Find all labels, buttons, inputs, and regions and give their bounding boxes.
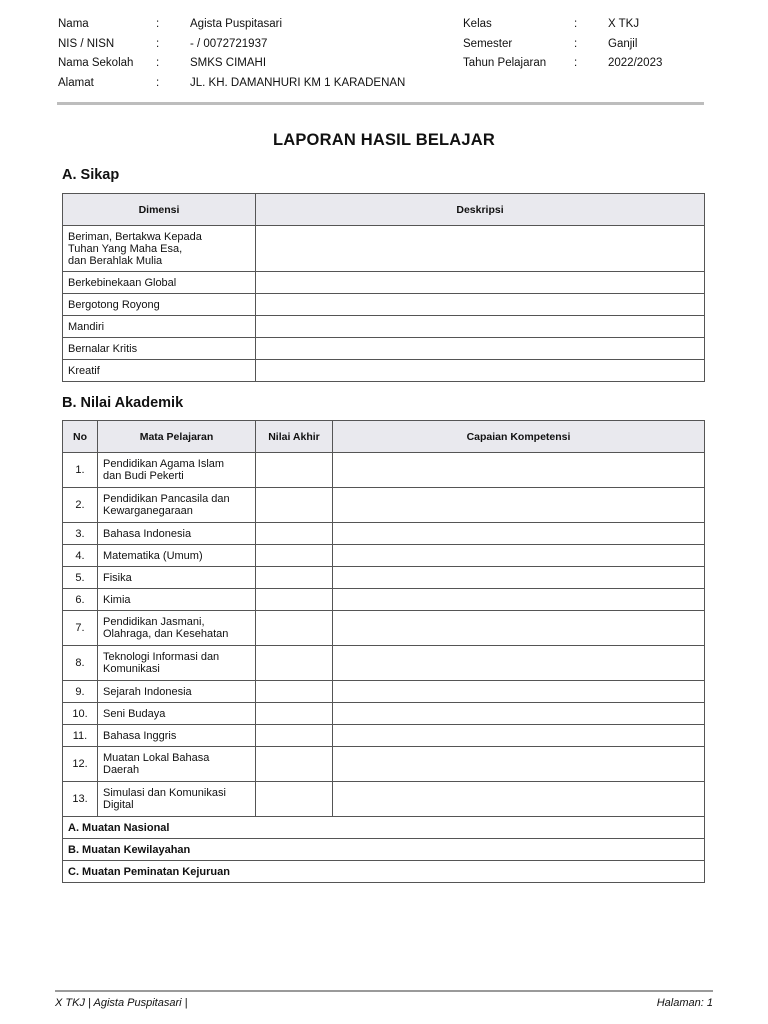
header-deskripsi: Deskripsi xyxy=(256,194,705,226)
sekolah-label: Nama Sekolah xyxy=(58,57,134,69)
capaian-kompetensi-cell xyxy=(333,611,705,646)
nilai-akhir-cell xyxy=(256,488,333,523)
sikap-row xyxy=(63,226,705,272)
row-number: 10. xyxy=(63,703,98,725)
header-mata-pelajaran: Mata Pelajaran xyxy=(98,421,256,453)
row-number: 5. xyxy=(63,567,98,589)
capaian-kompetensi-cell xyxy=(333,523,705,545)
row-number: 3. xyxy=(63,523,98,545)
table-row xyxy=(63,545,705,567)
tahun-label: Tahun Pelajaran xyxy=(463,57,547,69)
mata-pelajaran-cell: Pendidikan Pancasila dan Kewarganegaraan xyxy=(98,488,256,523)
capaian-kompetensi-cell xyxy=(333,545,705,567)
sikap-row xyxy=(63,272,705,294)
mata-pelajaran-cell: Matematika (Umum) xyxy=(98,545,256,567)
separator: : xyxy=(156,37,160,50)
sekolah-value: SMKS CIMAHI xyxy=(190,57,267,69)
muatan-group-row xyxy=(63,861,705,883)
deskripsi-cell xyxy=(256,272,705,294)
table-row xyxy=(63,523,705,545)
capaian-kompetensi-cell xyxy=(333,646,705,681)
row-number: 12. xyxy=(63,747,98,782)
sikap-row xyxy=(63,360,705,382)
mata-pelajaran-cell: Muatan Lokal Bahasa Daerah xyxy=(98,747,256,782)
sikap-row xyxy=(63,338,705,360)
page-title: LAPORAN HASIL BELAJAR xyxy=(272,131,496,149)
nis-label: NIS / NISN xyxy=(58,37,115,50)
table-row xyxy=(63,646,705,681)
nilai-akhir-cell xyxy=(256,523,333,545)
muatan-group-label: A. Muatan Nasional xyxy=(63,817,705,839)
footer-divider xyxy=(55,990,713,992)
nilai-akhir-cell xyxy=(256,567,333,589)
info-row-alamat xyxy=(58,77,708,97)
mata-pelajaran-cell: Teknologi Informasi dan Komunikasi xyxy=(98,646,256,681)
row-number: 13. xyxy=(63,782,98,817)
alamat-label: Alamat xyxy=(58,76,94,89)
info-row-nis xyxy=(58,38,708,58)
mata-pelajaran-cell: Pendidikan Agama Islam dan Budi Pekerti xyxy=(98,453,256,488)
capaian-kompetensi-cell xyxy=(333,703,705,725)
section-heading-sikap: A. Sikap xyxy=(62,167,120,183)
nilai-akhir-cell xyxy=(256,545,333,567)
separator: : xyxy=(156,76,160,89)
table-row xyxy=(63,703,705,725)
mata-pelajaran-cell: Bahasa Indonesia xyxy=(98,523,256,545)
table-row xyxy=(63,747,705,782)
capaian-kompetensi-cell xyxy=(333,782,705,817)
row-number: 11. xyxy=(63,725,98,747)
row-number: 9. xyxy=(63,681,98,703)
footer-student: X TKJ | Agista Puspitasari | xyxy=(55,997,188,1009)
sikap-row xyxy=(63,316,705,338)
nilai-akhir-cell xyxy=(256,703,333,725)
kelas-value: X TKJ xyxy=(608,18,640,30)
deskripsi-cell xyxy=(256,226,705,272)
mata-pelajaran-cell: Sejarah Indonesia xyxy=(98,681,256,703)
capaian-kompetensi-cell xyxy=(333,488,705,523)
separator: : xyxy=(156,18,160,30)
mata-pelajaran-cell: Pendidikan Jasmani, Olahraga, dan Kesehatan xyxy=(98,611,256,646)
table-row xyxy=(63,611,705,646)
kelas-label: Kelas xyxy=(463,18,492,30)
nilai-akhir-cell xyxy=(256,589,333,611)
header-dimensi: Dimensi xyxy=(63,194,256,226)
deskripsi-cell xyxy=(256,338,705,360)
mata-pelajaran-cell: Fisika xyxy=(98,567,256,589)
nilai-akhir-cell xyxy=(256,646,333,681)
row-number: 8. xyxy=(63,646,98,681)
info-row-nama xyxy=(58,18,708,38)
dimensi-cell: Mandiri xyxy=(63,316,256,338)
deskripsi-cell xyxy=(256,294,705,316)
row-number: 2. xyxy=(63,488,98,523)
nilai-akhir-cell xyxy=(256,725,333,747)
capaian-kompetensi-cell xyxy=(333,681,705,703)
table-row xyxy=(63,453,705,488)
muatan-group-row xyxy=(63,817,705,839)
capaian-kompetensi-cell xyxy=(333,725,705,747)
mata-pelajaran-cell: Simulasi dan Komunikasi Digital xyxy=(98,782,256,817)
nilai-akhir-cell xyxy=(256,453,333,488)
row-number: 4. xyxy=(63,545,98,567)
student-info xyxy=(58,18,708,96)
footer-page-number: Halaman: 1 xyxy=(656,997,713,1009)
header-divider xyxy=(57,102,704,105)
nilai-akhir-cell xyxy=(256,747,333,782)
capaian-kompetensi-cell xyxy=(333,747,705,782)
akademik-table xyxy=(62,420,705,883)
nama-label: Nama xyxy=(58,18,89,30)
capaian-kompetensi-cell xyxy=(333,453,705,488)
mata-pelajaran-cell: Seni Budaya xyxy=(98,703,256,725)
separator: : xyxy=(156,57,160,69)
mata-pelajaran-cell: Bahasa Inggris xyxy=(98,725,256,747)
nilai-akhir-cell xyxy=(256,782,333,817)
capaian-kompetensi-cell xyxy=(333,567,705,589)
section-heading-akademik: B. Nilai Akademik xyxy=(62,395,184,411)
muatan-group-label: C. Muatan Peminatan Kejuruan xyxy=(63,861,705,883)
table-row xyxy=(63,488,705,523)
header-capaian-kompetensi: Capaian Kompetensi xyxy=(333,421,705,453)
deskripsi-cell xyxy=(256,316,705,338)
table-row xyxy=(63,681,705,703)
semester-value: Ganjil xyxy=(608,37,638,50)
nilai-akhir-cell xyxy=(256,611,333,646)
header-nilai-akhir: Nilai Akhir xyxy=(256,421,333,453)
info-row-sekolah xyxy=(58,57,708,77)
separator: : xyxy=(574,18,578,30)
dimensi-cell: Berkebinekaan Global xyxy=(63,272,256,294)
muatan-group-row xyxy=(63,839,705,861)
row-number: 1. xyxy=(63,453,98,488)
row-number: 7. xyxy=(63,611,98,646)
table-row xyxy=(63,725,705,747)
table-row xyxy=(63,782,705,817)
dimensi-cell: Bernalar Kritis xyxy=(63,338,256,360)
sikap-header-row xyxy=(63,194,705,226)
muatan-group-label: B. Muatan Kewilayahan xyxy=(63,839,705,861)
dimensi-cell: Bergotong Royong xyxy=(63,294,256,316)
separator: : xyxy=(574,37,578,50)
tahun-value: 2022/2023 xyxy=(608,57,663,69)
mata-pelajaran-cell: Kimia xyxy=(98,589,256,611)
capaian-kompetensi-cell xyxy=(333,589,705,611)
table-row xyxy=(63,567,705,589)
dimensi-cell: Kreatif xyxy=(63,360,256,382)
sikap-row xyxy=(63,294,705,316)
nilai-akhir-cell xyxy=(256,681,333,703)
separator: : xyxy=(574,57,578,69)
dimensi-cell: Beriman, Bertakwa Kepada Tuhan Yang Maha Esa, dan Berahlak Mulia xyxy=(63,226,256,272)
nis-value: - / 0072721937 xyxy=(190,37,268,50)
nama-value: Agista Puspitasari xyxy=(190,18,283,30)
table-row xyxy=(63,589,705,611)
alamat-value: JL. KH. DAMANHURI KM 1 KARADENAN xyxy=(190,76,406,89)
sikap-table xyxy=(62,193,705,382)
row-number: 6. xyxy=(63,589,98,611)
akademik-header-row xyxy=(63,421,705,453)
semester-label: Semester xyxy=(463,37,513,50)
header-no: No xyxy=(63,421,98,453)
deskripsi-cell xyxy=(256,360,705,382)
